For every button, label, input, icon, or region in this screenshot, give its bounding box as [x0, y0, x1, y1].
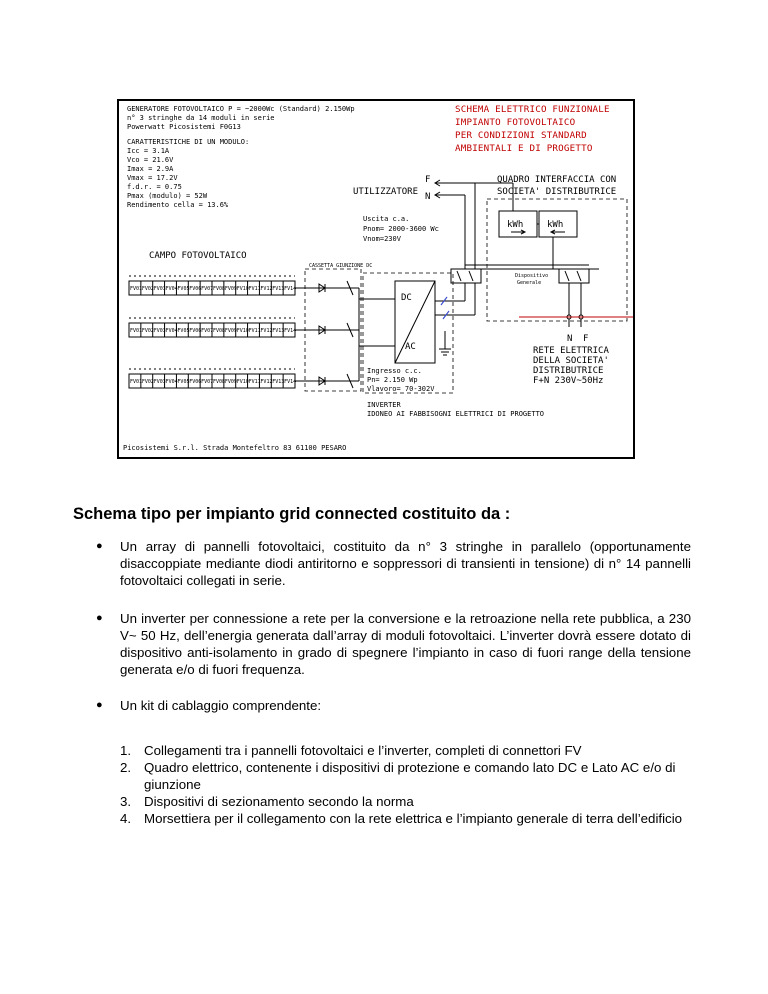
bullet-text: Un inverter per connessione a rete per la conversione e la retroazione nella rete pubblica, a 230 V~ 50 Hz, dell’energia generata dall’array di moduli fotovoltaici. L’inverter dovrà essere dotato di dispositivo anti-isolamento in grado di spegnere l’impianto in caso di fuori range della tensione generata e/o di fuori frequenza.	[120, 611, 691, 677]
quadro-title-line: QUADRO INTERFACCIA CON	[497, 175, 617, 185]
panel-label: FV04	[165, 379, 178, 385]
panel-label: FV10	[236, 379, 249, 385]
panel-label: FV05	[177, 328, 190, 334]
panel-label: FV07	[201, 328, 214, 334]
panel-label: FV11	[248, 328, 261, 334]
bullet-marker: ●	[96, 699, 103, 711]
panel-label: FV10	[236, 286, 249, 292]
generator-line-1: GENERATORE FOTOVOLTAICO P = ~2000Wc (Standard) 2.150Wp	[127, 105, 355, 113]
uscita-line: Uscita c.a.	[363, 215, 410, 223]
panel-label: FV01	[130, 379, 143, 385]
panel-label: FV06	[189, 286, 202, 292]
bullet-marker: ●	[96, 540, 103, 552]
schema-title-line: PER CONDIZIONI STANDARD	[455, 130, 587, 141]
panel-label: FV14	[284, 328, 297, 334]
panel-label: FV07	[201, 379, 214, 385]
numbered-text: Morsettiera per il collegamento con la rete elettrica e l’impianto generale di terra dell’edificio	[144, 811, 683, 826]
ingresso-line: Ingresso c.c.	[367, 367, 422, 375]
module-spec: Icc = 3.1A	[127, 147, 170, 155]
diagram-footer: Picosistemi S.r.l. Strada Montefeltro 83 61100 PESARO	[123, 444, 347, 452]
panel-label: FV04	[165, 286, 178, 292]
phase-f-label: F	[425, 175, 431, 185]
uscita-line: Pnom= 2000-3600 Wc	[363, 225, 439, 233]
numbered-label: 2.	[120, 760, 132, 775]
panel-label: FV05	[177, 379, 190, 385]
ingresso-line: Pn= 2.150 Wp	[367, 376, 418, 384]
panel-label: FV01	[130, 286, 143, 292]
numbered-label: 4.	[120, 811, 132, 826]
panel-label: FV11	[248, 286, 261, 292]
panel-label: FV13	[272, 328, 285, 334]
generator-line-3: Powerwatt Picosistemi F0G13	[127, 123, 241, 131]
phase-n-label: N	[425, 192, 431, 202]
panel-label: FV11	[248, 379, 261, 385]
cassetta-label: CASSETTA GIUNZIONE DC	[309, 263, 373, 269]
schema-title-line: IMPIANTO FOTOVOLTAICO	[455, 117, 576, 128]
panel-label: FV12	[260, 286, 273, 292]
panel-label: FV05	[177, 286, 190, 292]
numbered-text: Quadro elettrico, contenente i dispositivi di protezione e comando lato DC e Lato AC e/o di giunzione	[144, 760, 676, 792]
grid-f-label: F	[583, 334, 589, 344]
module-spec: f.d.r. = 0.75	[127, 183, 182, 191]
rete-line: DELLA SOCIETA'	[533, 356, 609, 366]
electrical-schematic	[117, 99, 635, 459]
panel-label: FV08	[213, 379, 226, 385]
section-heading: Schema tipo per impianto grid connected costituito da :	[73, 505, 511, 523]
panel-label: FV12	[260, 328, 273, 334]
inverter-dc-label: DC	[401, 293, 412, 303]
numbered-label: 3.	[120, 794, 132, 809]
panel-label: FV06	[189, 379, 202, 385]
schematic-drawing	[119, 101, 633, 457]
panel-label: FV01	[130, 328, 143, 334]
panel-label: FV07	[201, 286, 214, 292]
module-spec: Imax = 2.9A	[127, 165, 174, 173]
panel-label: FV12	[260, 379, 273, 385]
bullet-text: Un array di pannelli fotovoltaici, costituito da n° 3 stringhe in parallelo (opportunamente disaccoppiate mediante diodi antiritorno e soppressori di transienti in tensione) di n° 14 pannelli fotovoltaici collegati in serie.	[120, 539, 691, 588]
numbered-text: Collegamenti tra i pannelli fotovoltaici e l’inverter, completi di connettori FV	[144, 743, 582, 758]
panel-label: FV09	[224, 286, 237, 292]
generator-line-2: n° 3 stringhe da 14 moduli in serie	[127, 114, 275, 122]
panel-label: FV14	[284, 379, 297, 385]
module-spec: Rendimento cella = 13.6%	[127, 201, 229, 209]
kwh-label: kWh	[507, 220, 524, 230]
bullet-text: Un kit di cablaggio comprendente:	[120, 698, 322, 713]
uscita-line: Vnom=230V	[363, 235, 401, 243]
utilizzatore-label: UTILIZZATORE	[353, 187, 419, 197]
numbered-label: 1.	[120, 743, 132, 758]
campo-label: CAMPO FOTOVOLTAICO	[149, 251, 247, 261]
inverter-ac-label: AC	[405, 342, 416, 352]
quadro-boundary	[487, 199, 627, 321]
module-title: CARATTERISTICHE DI UN MODULO:	[127, 138, 250, 146]
panel-label: FV13	[272, 286, 285, 292]
schema-title-line: SCHEMA ELETTRICO FUNZIONALE	[455, 104, 610, 115]
blocking-diodes	[319, 284, 325, 385]
kwh-label: kWh	[547, 220, 564, 230]
utilizzatore-breaker	[451, 269, 481, 283]
rete-line: DISTRIBUTRICE	[533, 366, 604, 376]
dispositivo-label: Generale	[517, 280, 542, 286]
panel-label: FV02	[141, 328, 154, 334]
panel-label: FV02	[141, 286, 154, 292]
panel-labels	[130, 281, 296, 388]
schema-title-line: AMBIENTALI E DI PROGETTO	[455, 143, 593, 154]
panel-label: FV08	[213, 286, 226, 292]
panel-label: FV03	[153, 286, 166, 292]
panel-label: FV03	[153, 328, 166, 334]
numbered-text: Dispositivi di sezionamento secondo la norma	[144, 794, 414, 809]
rete-line: F+N 230V~50Hz	[533, 376, 604, 386]
ingresso-line: Vlavoro= 70-302V	[367, 385, 435, 393]
grid-n-label: N	[567, 334, 573, 344]
panel-label: FV06	[189, 328, 202, 334]
inverter-desc: IDONEO AI FABBISOGNI ELETTRICI DI PROGETTO	[367, 410, 545, 418]
panel-label: FV13	[272, 379, 285, 385]
panel-label: FV09	[224, 379, 237, 385]
module-spec: Vco = 21.6V	[127, 156, 174, 164]
dispositivo-label: Dispositivo	[515, 273, 549, 279]
bullet-marker: ●	[96, 612, 103, 624]
rete-line: RETE ELETTRICA	[533, 346, 609, 356]
panel-label: FV08	[213, 328, 226, 334]
inverter-title: INVERTER	[367, 401, 401, 409]
panel-label: FV04	[165, 328, 178, 334]
module-spec: Pmax (modulo) = 52W	[127, 192, 208, 200]
quadro-title-line: SOCIETA' DISTRIBUTRICE	[497, 187, 617, 197]
panel-label: FV14	[284, 286, 297, 292]
panel-label: FV02	[141, 379, 154, 385]
panel-label: FV03	[153, 379, 166, 385]
module-spec: Vmax = 17.2V	[127, 174, 178, 182]
panel-label: FV09	[224, 328, 237, 334]
panel-label: FV10	[236, 328, 249, 334]
